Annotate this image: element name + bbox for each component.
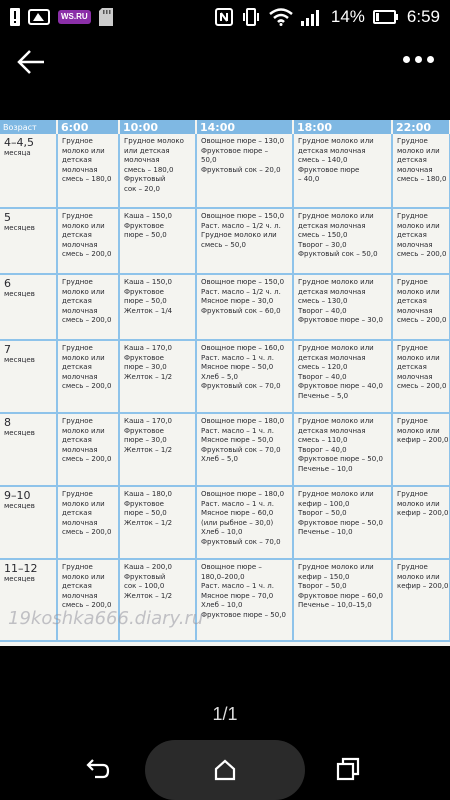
meal-line: Фруктовое пюре – 40,0 [298, 382, 383, 391]
meal-line: Фруктовый [124, 572, 166, 581]
clock: 6:59 [406, 7, 440, 26]
meal-line: Каша – 200,0 [124, 563, 172, 571]
meal-line: молоко или [397, 426, 440, 435]
meal-line: детская [62, 436, 92, 445]
meal-line: Грудное молоко или [298, 137, 374, 145]
more-dot [415, 56, 422, 63]
meal-cell [57, 486, 119, 559]
age-cell [0, 208, 57, 274]
header-time: 10:00 [119, 120, 196, 134]
meal-line: Грудное молоко или [298, 212, 374, 220]
meal-line: Желток – 1/2 [124, 591, 173, 600]
page-indicator: 1/1 [212, 704, 238, 724]
meal-line: Грудное молоко или [298, 490, 374, 498]
watermark: 19koshka666.diary.ru [8, 608, 204, 629]
meal-line: Овощное пюре – 180,0 [201, 490, 285, 498]
age-value: 9–10 [4, 489, 31, 502]
meal-line: смесь – 200,0 [397, 316, 447, 325]
wifi-icon [269, 8, 293, 26]
meal-line: Желток – 1/4 [124, 306, 173, 315]
meal-line: Творог – 40,0 [298, 445, 347, 454]
age-value: 6 [4, 277, 11, 290]
meal-line: Печенье – 10,0 [298, 464, 353, 473]
nav-home-icon [213, 758, 237, 782]
age-cell [0, 340, 57, 413]
age-cell [0, 486, 57, 559]
meal-line: Грудное [397, 344, 428, 352]
meal-line: смесь – 110,0 [298, 436, 348, 445]
table-row [0, 340, 450, 413]
meal-line: Творог – 50,0 [298, 582, 347, 591]
meal-line: 180,0–200,0 [201, 572, 245, 581]
meal-line: молочная [124, 156, 160, 165]
age-cell [0, 274, 57, 340]
table-header-row [0, 120, 450, 134]
meal-line: детская молочная [298, 426, 366, 435]
meal-line: Овощное пюре – 160,0 [201, 344, 285, 352]
meal-line: Грудное [397, 212, 428, 220]
meal-line: Грудное [62, 563, 93, 571]
nav-recents-icon [336, 757, 360, 781]
meal-line: молоко или [397, 353, 440, 362]
meal-line: Фруктовый сок – 50,0 [298, 250, 378, 259]
more-dot [427, 56, 434, 63]
age-cell [0, 134, 57, 208]
meal-line: Печенье – 10,0 [298, 528, 353, 537]
meal-line: смесь – 200,0 [62, 528, 112, 537]
meal-line: Каша – 150,0 [124, 278, 172, 286]
meal-cell [392, 274, 450, 340]
meal-cell [293, 274, 392, 340]
meal-line: кефир – 200,0 [397, 582, 449, 591]
meal-line: детская [62, 231, 92, 240]
age-value: 4–4,5 [4, 136, 34, 149]
meal-line: Раст. масло – 1 ч. л. [201, 353, 274, 362]
meal-cell [196, 486, 293, 559]
status-right-icons [215, 7, 440, 27]
meal-line: Грудное молоко или [298, 417, 374, 425]
meal-line: Грудное [397, 137, 428, 145]
meal-line: детская молочная [298, 146, 366, 155]
meal-line: Фруктовое [124, 287, 164, 296]
meal-line: молочная [62, 165, 98, 174]
meal-line: молочная [397, 372, 433, 381]
meal-line: Фруктовый сок – 20,0 [201, 165, 281, 174]
meal-line: Фруктовое пюре – 50,0 [298, 518, 383, 527]
meal-cell [119, 208, 196, 274]
meal-line: Грудное [62, 278, 93, 286]
meal-line: пюре – 30,0 [124, 436, 167, 445]
meal-line: смесь – 200,0 [62, 250, 112, 259]
meal-line: смесь – 200,0 [62, 601, 112, 610]
header-time: 14:00 [196, 120, 293, 134]
meal-line: Овощное пюре – 150,0 [201, 278, 285, 286]
meal-line: детская [62, 156, 92, 165]
meal-line: детская [62, 509, 92, 518]
meal-line: Грудное [62, 137, 93, 145]
meal-line: молочная [62, 240, 98, 249]
status-left-icons [10, 8, 113, 26]
meal-cell [392, 486, 450, 559]
meal-line: Грудное молоко или [298, 278, 374, 286]
meal-line: Творог – 40,0 [298, 306, 347, 315]
meal-line: или детская [124, 146, 170, 155]
meal-line: молоко или [62, 426, 105, 435]
meal-line: Фруктовое [124, 221, 164, 230]
age-value: 7 [4, 343, 11, 356]
meal-cell [119, 413, 196, 486]
wallpaper-icon [28, 8, 50, 26]
meal-cell [57, 340, 119, 413]
meal-line: Фруктовый сок – 70,0 [201, 382, 281, 391]
age-unit: месяцев [4, 502, 35, 510]
more-options-button[interactable] [403, 56, 434, 63]
meal-cell [119, 486, 196, 559]
meal-cell [392, 340, 450, 413]
meal-line: молоко или [62, 572, 105, 581]
meal-line: Грудное [62, 212, 93, 220]
meal-line: молочная [397, 165, 433, 174]
meal-line: Желток – 1/2 [124, 518, 173, 527]
meal-line: молочная [397, 306, 433, 315]
age-cell [0, 413, 57, 486]
meal-cell [196, 134, 293, 208]
meal-line: кефир – 200,0 [397, 509, 449, 518]
meal-line: Хлеб – 10,0 [201, 601, 243, 610]
meal-line: молочная [62, 306, 98, 315]
meal-line: смесь – 50,0 [201, 240, 246, 249]
table-row [0, 274, 450, 340]
meal-line: смесь – 130,0 [298, 297, 348, 306]
meal-line: детская [397, 156, 427, 165]
diet-table [0, 120, 450, 642]
meal-line: Мясное пюре – 70,0 [201, 591, 274, 600]
meal-line: кефир – 150,0 [298, 572, 350, 581]
header-time: 6:00 [57, 120, 119, 134]
meal-line: Желток – 1/2 [124, 445, 173, 454]
meal-cell [392, 208, 450, 274]
meal-line: смесь – 200,0 [62, 455, 112, 464]
meal-line: Печенье – 5,0 [298, 391, 349, 400]
meal-line: смесь – 180,0 [397, 175, 447, 184]
meal-line: Каша – 180,0 [124, 490, 172, 498]
meal-line: детская [62, 582, 92, 591]
meal-line: Фруктовое пюре – 60,0 [298, 591, 383, 600]
meal-line: молочная [62, 518, 98, 527]
meal-cell [293, 340, 392, 413]
meal-line: Раст. масло – 1 ч. л. [201, 426, 274, 435]
meal-line: Творог – 30,0 [298, 240, 347, 249]
meal-line: молоко или [397, 499, 440, 508]
meal-line: Мясное пюре – 30,0 [201, 297, 274, 306]
ws-badge-icon: WS.RU [58, 10, 91, 24]
meal-cell [293, 559, 392, 641]
meal-line: детская [397, 363, 427, 372]
meal-line: молоко или [397, 287, 440, 296]
meal-line: сок – 100,0 [124, 582, 165, 591]
meal-line: Раст. масло – 1 ч. л. [201, 499, 274, 508]
meal-line: Овощное пюре – 130,0 [201, 137, 285, 145]
meal-cell [57, 134, 119, 208]
meal-cell [392, 134, 450, 208]
meal-line: молоко или [397, 221, 440, 230]
meal-cell [293, 413, 392, 486]
age-unit: месяцев [4, 224, 35, 232]
meal-line: Хлеб – 5,0 [201, 372, 238, 381]
meal-line: Фруктовое пюре [298, 165, 360, 174]
meal-line: молочная [62, 445, 98, 454]
meal-line: смесь – 180,0 [62, 175, 112, 184]
meal-line: детская молочная [298, 353, 366, 362]
meal-line: Грудное [397, 490, 428, 498]
meal-line: Грудное [397, 278, 428, 286]
nav-home-button[interactable] [145, 740, 305, 800]
meal-cell [196, 413, 293, 486]
meal-line: смесь – 200,0 [62, 316, 112, 325]
meal-line: Фруктовый сок – 60,0 [201, 306, 281, 315]
meal-line: смесь – 150,0 [298, 231, 348, 240]
meal-line: Фруктовое пюре – 50,0 [201, 610, 286, 619]
meal-line: кефир – 100,0 [298, 499, 350, 508]
meal-cell [293, 134, 392, 208]
meal-cell [119, 340, 196, 413]
meal-cell [57, 274, 119, 340]
table-row [0, 413, 450, 486]
meal-line: Раст. масло – 1 ч. л. [201, 582, 274, 591]
arrow-left-icon [16, 48, 46, 76]
meal-line: Грудное молоко или [201, 231, 277, 240]
nav-back-icon [85, 756, 111, 780]
meal-cell [196, 340, 293, 413]
app-bar [0, 34, 450, 90]
meal-line: Фруктовое пюре – 30,0 [298, 316, 383, 325]
meal-line: сок – 20,0 [124, 184, 160, 193]
meal-line: Грудное молоко или [298, 563, 374, 571]
meal-line: смесь – 180,0 [124, 165, 174, 174]
meal-line: Грудное [62, 417, 93, 425]
meal-cell [392, 413, 450, 486]
meal-line: пюре – 50,0 [124, 231, 167, 240]
meal-cell [57, 413, 119, 486]
meal-line: Фруктовое [124, 353, 164, 362]
meal-line: детская [397, 231, 427, 240]
status-bar [0, 0, 450, 34]
alert-icon [10, 8, 20, 26]
meal-cell [392, 559, 450, 641]
meal-line: молоко или [397, 146, 440, 155]
meal-line: пюре – 50,0 [124, 297, 167, 306]
header-age: Возраст [0, 120, 57, 134]
age-unit: месяцев [4, 429, 35, 437]
age-value: 11–12 [4, 562, 38, 575]
meal-line: детская [62, 297, 92, 306]
meal-line: Фруктовый [124, 175, 166, 184]
meal-line: Каша – 170,0 [124, 417, 172, 425]
meal-line: детская молочная [298, 221, 366, 230]
meal-line: молоко или [62, 146, 105, 155]
meal-line: 50,0 [201, 156, 217, 165]
age-value: 8 [4, 416, 11, 429]
meal-line: Фруктовое пюре – [201, 146, 269, 155]
meal-line: Желток – 1/2 [124, 372, 173, 381]
table-row [0, 134, 450, 208]
meal-line: Раст. масло – 1/2 ч. л. [201, 221, 281, 230]
meal-line: Хлеб – 10,0 [201, 528, 243, 537]
meal-line: Грудное [62, 344, 93, 352]
meal-line: Грудное [397, 417, 428, 425]
meal-cell [57, 208, 119, 274]
more-dots-icon [403, 56, 410, 63]
nav-recents-button[interactable] [336, 757, 360, 786]
meal-line: Овощное пюре – [201, 563, 262, 571]
table-body [0, 134, 450, 641]
meal-line: Овощное пюре – 180,0 [201, 417, 285, 425]
meal-line: Каша – 150,0 [124, 212, 172, 220]
meal-line: Грудное молоко [124, 137, 184, 145]
meal-line: смесь – 200,0 [397, 382, 447, 391]
meal-line: молоко или [397, 572, 440, 581]
meal-line: детская [62, 363, 92, 372]
age-unit: месяцев [4, 290, 35, 298]
meal-line: Творог – 40,0 [298, 372, 347, 381]
meal-cell [293, 208, 392, 274]
nfc-icon [215, 8, 233, 26]
meal-line: Фруктовый сок – 70,0 [201, 445, 281, 454]
meal-line: молоко или [62, 353, 105, 362]
meal-line: Хлеб – 5,0 [201, 455, 238, 464]
meal-line: пюре – 50,0 [124, 509, 167, 518]
meal-line: детская [397, 297, 427, 306]
meal-line: Овощное пюре – 150,0 [201, 212, 285, 220]
meal-line: смесь – 200,0 [62, 382, 112, 391]
meal-line: молоко или [62, 499, 105, 508]
table-row [0, 208, 450, 274]
meal-line: молочная [62, 372, 98, 381]
battery-icon [373, 10, 399, 24]
meal-cell [196, 559, 293, 641]
meal-line: Фруктовый сок – 70,0 [201, 537, 281, 546]
vibrate-icon [241, 8, 261, 26]
signal-icon [301, 8, 323, 26]
meal-line: (или рыбное – 30,0) [201, 518, 274, 527]
meal-line: смесь – 200,0 [397, 250, 447, 259]
meal-line: Грудное [62, 490, 93, 498]
meal-line: молочная [397, 240, 433, 249]
meal-line: молоко или [62, 221, 105, 230]
meal-line: Фруктовое [124, 499, 164, 508]
meal-line: Фруктовое [124, 426, 164, 435]
meal-cell [196, 274, 293, 340]
back-button[interactable] [16, 48, 46, 76]
meal-line: Фруктовое пюре – 50,0 [298, 455, 383, 464]
meal-line: – 40,0 [298, 175, 320, 184]
meal-line: Раст. масло – 1/2 ч. л. [201, 287, 281, 296]
meal-cell [119, 274, 196, 340]
meal-line: молоко или [62, 287, 105, 296]
table-row [0, 486, 450, 559]
meal-line: Мясное пюре – 60,0 [201, 509, 274, 518]
age-unit: месяцев [4, 356, 35, 364]
meal-line: детская молочная [298, 287, 366, 296]
meal-cell [196, 208, 293, 274]
meal-line: Мясное пюре – 50,0 [201, 436, 274, 445]
meal-line: Мясное пюре – 50,0 [201, 363, 274, 372]
nav-back-button[interactable] [85, 756, 111, 785]
meal-line: Каша – 170,0 [124, 344, 172, 352]
meal-line: смесь – 120,0 [298, 363, 348, 372]
battery-percent: 14% [330, 7, 365, 26]
meal-line: Грудное [397, 563, 428, 571]
meal-line: Печенье – 10,0–15,0 [298, 601, 372, 610]
sd-card-icon [99, 8, 113, 26]
photo-viewer[interactable] [0, 120, 450, 646]
meal-line: Творог – 50,0 [298, 509, 347, 518]
meal-line: пюре – 30,0 [124, 363, 167, 372]
meal-cell [293, 486, 392, 559]
meal-cell [119, 134, 196, 208]
age-unit: месяцев [4, 575, 35, 583]
navigation-bar [0, 740, 450, 800]
age-unit: месяца [4, 149, 31, 157]
age-value: 5 [4, 211, 11, 224]
meal-line: кефир – 200,0 [397, 436, 449, 445]
meal-line: смесь – 140,0 [298, 156, 348, 165]
meal-line: молочная [62, 591, 98, 600]
header-time: 22:00 [392, 120, 450, 134]
header-time: 18:00 [293, 120, 392, 134]
meal-line: Грудное молоко или [298, 344, 374, 352]
